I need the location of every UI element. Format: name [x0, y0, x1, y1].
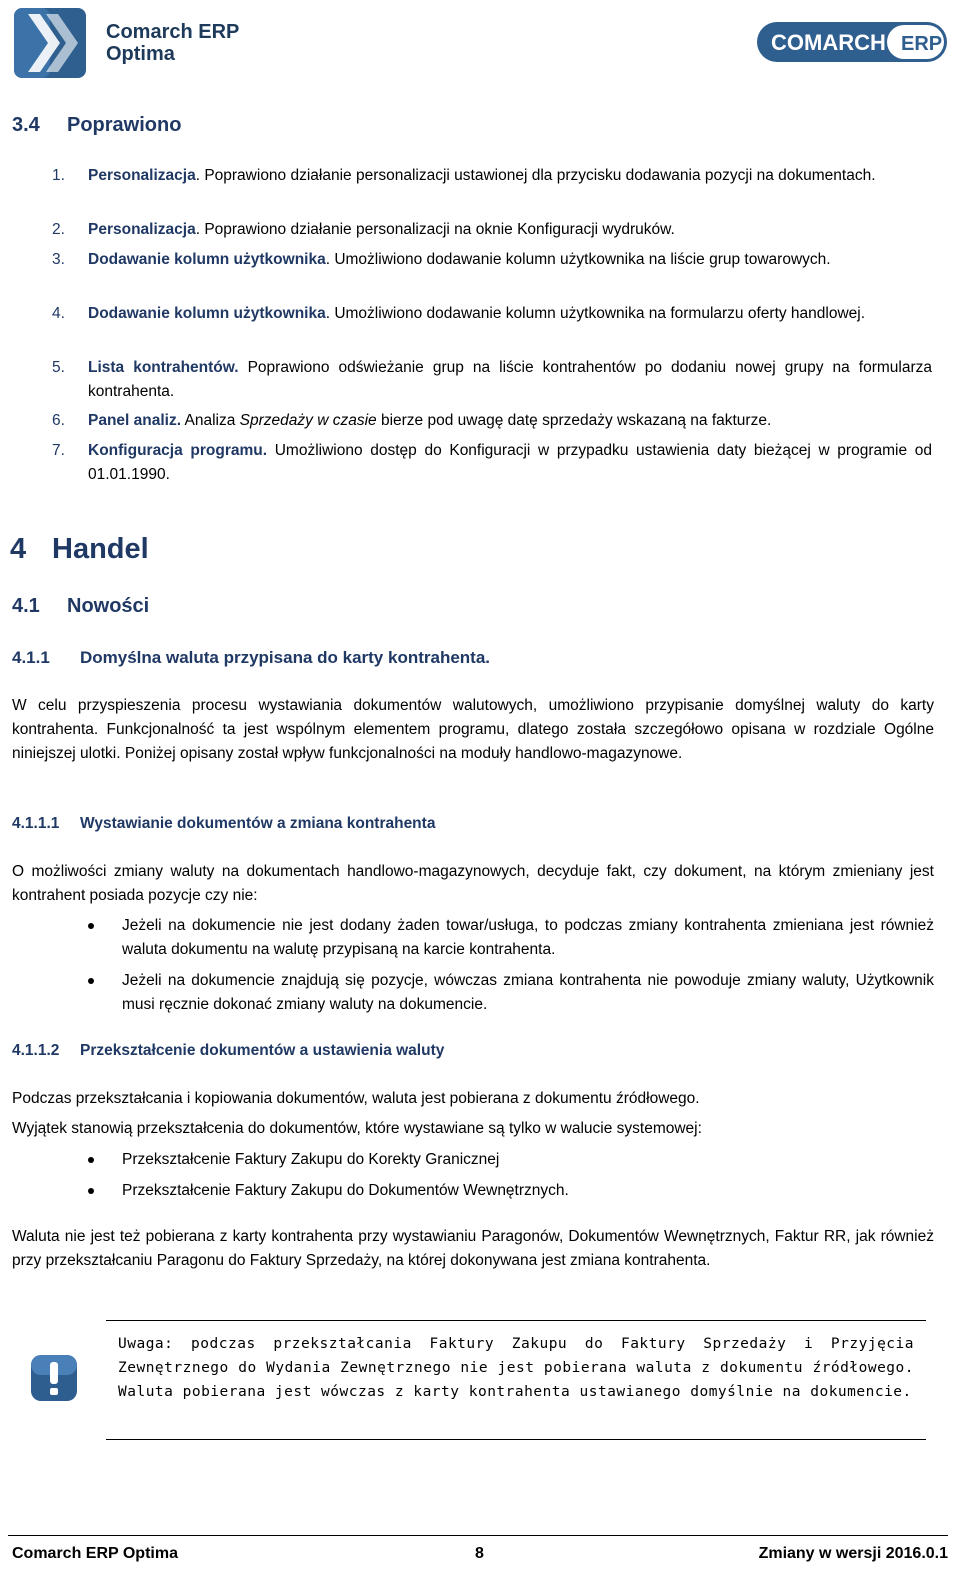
item-text: Umożliwiono dostęp do Konfiguracji w przypadku ustawienia daty bieżącej w programie od 01.01.1990. — [88, 442, 932, 483]
heading-4-1-1-2 — [12, 1042, 444, 1060]
item-text: Przekształcenie Faktury Zakupu do Korekty Granicznej — [122, 1151, 500, 1168]
item-text: bierze pod uwagę datę sprzedaży wskazaną na fakturze. — [376, 412, 772, 429]
item-text: Poprawiono odświeżanie grup na liście kontrahentów po dodaniu nowej grupy na formularza kontrahenta. — [88, 359, 933, 400]
heading-title: Nowości — [67, 595, 150, 617]
note-bottom-border — [106, 1439, 926, 1440]
item-text: Jeżeli na dokumencie nie jest dodany żaden towar/usługa, to podczas zmiany kontrahenta zmieniana jest również waluta dokumentu na walutę przypisaną na karcie kontrahenta. — [122, 917, 934, 958]
footer-product: Comarch ERP Optima — [12, 1545, 178, 1562]
item-text: Jeżeli na dokumencie znajdują się pozycje, wówczas zmiana kontrahenta nie powoduje zmiany waluty, Użytkownik musi ręcznie dokonać zmiany waluty na dokumencie. — [122, 972, 934, 1013]
heading-4 — [10, 533, 149, 566]
bullet-icon — [88, 923, 94, 929]
list-item — [52, 302, 932, 326]
list-item — [88, 914, 934, 962]
list-item — [52, 356, 932, 404]
heading-title: Domyślna waluta przypisana do karty kontrahenta. — [80, 648, 491, 667]
heading-number: 4.1 — [12, 595, 40, 617]
heading-title: Przekształcenie dokumentów a ustawienia waluty — [80, 1042, 445, 1059]
warning-exclamation-icon — [30, 1354, 78, 1402]
paragraph: W celu przyspieszenia procesu wystawiania dokumentów walutowych, umożliwiono przypisanie domyślnej waluty do karty kontrahenta. Funkcjonalność ta jest wspólnym elementem programu, dlatego została szczegółowo opisana w rozdziale Ogólne niniejszej ulotki. Poniżej opisany został wpływ funkcjonalności na moduły handlowo-magazynowe. — [12, 697, 934, 762]
paragraph: Wyjątek stanowią przekształcenia do dokumentów, które wystawiane są tylko w walucie systemowej: — [12, 1120, 702, 1137]
list-item — [52, 439, 932, 487]
list-item — [88, 1179, 934, 1203]
note-top-border — [106, 1320, 926, 1321]
heading-number: 3.4 — [12, 114, 40, 136]
item-text: . Umożliwiono dodawanie kolumn użytkownika na formularzu oferty handlowej. — [325, 305, 866, 322]
item-text: . Poprawiono działanie personalizacji ustawionej dla przycisku dodawania pozycji na dokumentach. — [195, 167, 876, 184]
logo-line-1: Comarch ERP — [106, 21, 240, 43]
item-keyword: Personalizacja — [88, 221, 196, 238]
item-text: . Umożliwiono dodawanie kolumn użytkownika na liście grup towarowych. — [325, 251, 831, 268]
item-keyword: Konfiguracja programu. — [88, 442, 268, 459]
heading-number: 4.1.1.2 — [12, 1042, 60, 1059]
list-number: 1. — [52, 167, 65, 184]
item-text: Analiza — [181, 412, 240, 429]
item-keyword: Dodawanie kolumn użytkownika — [88, 251, 326, 268]
footer-page-number: 8 — [475, 1545, 484, 1562]
list-item — [88, 969, 934, 1017]
heading-title: Handel — [52, 533, 149, 565]
list-number: 5. — [52, 359, 65, 376]
paragraph: O możliwości zmiany waluty na dokumentach handlowo-magazynowych, decyduje fakt, czy dokument, na którym zmieniany jest kontrahent posiada pozycje czy nie: — [12, 863, 934, 904]
list-item — [88, 1148, 934, 1172]
list-number: 7. — [52, 442, 65, 459]
heading-title: Wystawianie dokumentów a zmiana kontrahenta — [80, 815, 436, 832]
list-number: 6. — [52, 412, 65, 429]
list-item — [52, 409, 932, 433]
footer-version: Zmiany w wersji 2016.0.1 — [758, 1545, 948, 1562]
heading-3-4 — [12, 114, 181, 137]
item-keyword: Panel analiz. — [88, 412, 182, 429]
list-item — [52, 218, 932, 242]
item-keyword: Personalizacja — [88, 167, 196, 184]
logo-line-2: Optima — [106, 43, 175, 65]
item-italic: Sprzedaży w czasie — [239, 412, 377, 429]
bullet-icon — [88, 1188, 94, 1194]
item-keyword: Lista kontrahentów. — [88, 359, 239, 376]
bullet-icon — [88, 1157, 94, 1163]
comarch-erp-logo — [757, 22, 947, 62]
comarch-optima-logo — [14, 8, 239, 78]
item-text: Przekształcenie Faktury Zakupu do Dokumentów Wewnętrznych. — [122, 1182, 569, 1199]
optima-logo-icon — [14, 8, 86, 78]
optima-logo-text — [106, 21, 239, 65]
heading-title: Poprawiono — [67, 114, 182, 136]
heading-number: 4 — [10, 533, 27, 565]
list-number: 4. — [52, 305, 65, 322]
heading-4-1-1 — [12, 648, 490, 668]
heading-4-1-1-1 — [12, 815, 435, 833]
paragraph: Podczas przekształcania i kopiowania dokumentów, waluta jest pobierana z dokumentu źródłowego. — [12, 1090, 700, 1107]
footer-divider — [8, 1535, 948, 1536]
erp-logo-word: ERP — [901, 33, 943, 55]
bullet-icon — [88, 978, 94, 984]
item-text: . Poprawiono działanie personalizacji na oknie Konfiguracji wydruków. — [195, 221, 675, 238]
comarch-logo-word: COMARCH — [771, 30, 886, 55]
note-text: Uwaga: podczas przekształcania Faktury Zakupu do Faktury Sprzedaży i Przyjęcia Zewnętrznego do Wydania Zewnętrznego nie jest pobierana waluta z dokumentu źródłowego. Waluta pobierana jest wówczas z karty kontrahenta ustawianego domyślnie na dokumencie. — [118, 1336, 914, 1400]
paragraph: Waluta nie jest też pobierana z karty kontrahenta przy wystawianiu Paragonów, Dokumentów Wewnętrznych, Faktur RR, jak również przy przekształcaniu Paragonu do Faktury Sprzedaży, na której dokonywana jest zmiana kontrahenta. — [12, 1228, 934, 1269]
item-keyword: Dodawanie kolumn użytkownika — [88, 305, 326, 322]
heading-number: 4.1.1.1 — [12, 815, 60, 832]
heading-number: 4.1.1 — [12, 648, 50, 667]
list-number: 3. — [52, 251, 65, 268]
list-item — [52, 248, 932, 272]
list-item — [52, 164, 932, 188]
heading-4-1 — [12, 595, 149, 618]
list-number: 2. — [52, 221, 65, 238]
